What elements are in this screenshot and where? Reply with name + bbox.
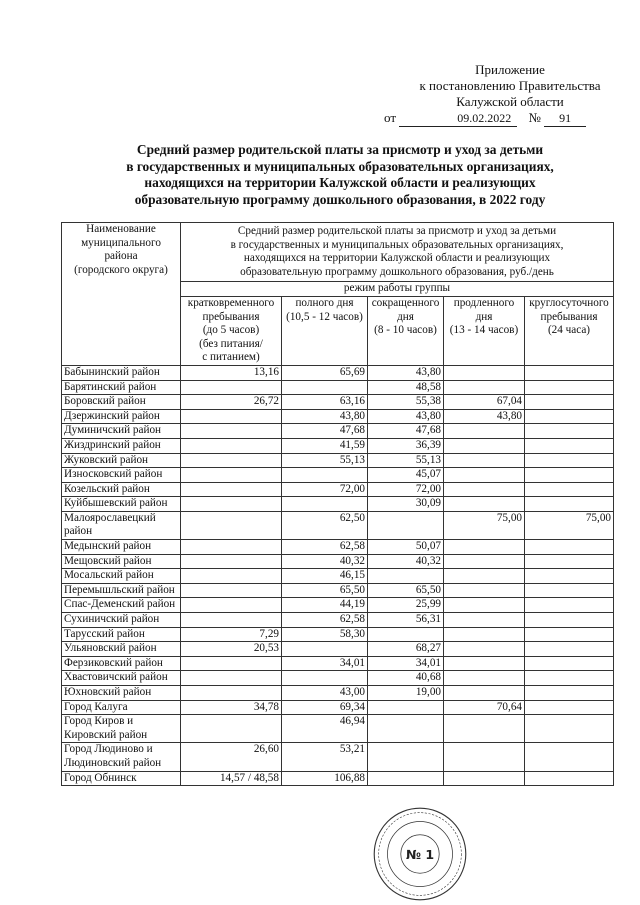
fee-cell [368, 700, 444, 715]
header-line: пребывания [540, 310, 598, 323]
table-row [62, 598, 614, 613]
fee-cell: 7,29 [181, 627, 282, 642]
district-name: Медынский район [62, 540, 181, 555]
title-line: Средний размер родительской платы за присмотр и уход за детьми [136, 142, 544, 157]
fee-cell [444, 715, 525, 743]
document-title [60, 142, 620, 208]
title-line: образовательную программу дошкольного образования, в 2022 году [134, 191, 546, 207]
fee-cell [525, 627, 614, 642]
fee-cell: 25,99 [368, 598, 444, 613]
fee-cell [181, 380, 282, 395]
fee-cell [525, 438, 614, 453]
fee-cell [525, 686, 614, 701]
fee-cell [181, 569, 282, 584]
fee-cell [444, 642, 525, 657]
fee-cell: 46,94 [282, 715, 368, 743]
table-row [62, 656, 614, 671]
fee-cell [525, 540, 614, 555]
table-row [62, 627, 614, 642]
header-line: в государственных и муниципальных образовательных организациях, [230, 238, 564, 251]
fee-cell: 68,27 [368, 642, 444, 657]
fee-cell [444, 482, 525, 497]
fee-cell: 58,30 [282, 627, 368, 642]
fee-cell [181, 497, 282, 512]
fee-cell [525, 380, 614, 395]
table-row [62, 424, 614, 439]
header-line: (городского округа) [74, 263, 168, 276]
fee-cell: 43,00 [282, 686, 368, 701]
header-line: пребывания [202, 310, 260, 323]
fee-cell: 63,16 [282, 395, 368, 410]
fee-cell [444, 771, 525, 786]
district-name: Думиничский район [62, 424, 181, 439]
table-row [62, 453, 614, 468]
fee-cell [444, 686, 525, 701]
header-line: полного дня [295, 296, 354, 309]
fee-cell: 44,19 [282, 598, 368, 613]
header-line: с питанием) [202, 351, 260, 364]
fee-cell [444, 380, 525, 395]
fee-cell: 20,53 [181, 642, 282, 657]
fee-cell [525, 365, 614, 380]
district-name: Ульяновский район [62, 642, 181, 657]
header-line: дня [397, 310, 414, 323]
district-name: Износковский район [62, 468, 181, 483]
from-label: от [384, 110, 397, 125]
district-name: Жуковский район [62, 453, 181, 468]
fee-cell [444, 540, 525, 555]
header-line: дня [475, 310, 493, 323]
fee-cell [368, 511, 444, 539]
header-line: сокращенного [371, 296, 440, 309]
fee-cell [181, 715, 282, 743]
fee-cell: 26,60 [181, 743, 282, 771]
decree-date-number [384, 110, 586, 127]
table-row [62, 743, 614, 771]
district-name: Боровский район [62, 395, 181, 410]
fee-cell: 72,00 [282, 482, 368, 497]
fee-cell [282, 671, 368, 686]
appendix-decree: к постановлению Правительства [419, 78, 601, 93]
fee-cell: 62,58 [282, 613, 368, 628]
fee-cell [525, 715, 614, 743]
table-row [62, 468, 614, 483]
fee-cell [444, 554, 525, 569]
fee-cell [181, 409, 282, 424]
district-name: Город Киров и Кировский район [62, 715, 181, 743]
col-header-3 [368, 296, 444, 365]
header-line: продленного [453, 296, 515, 309]
fee-cell [525, 613, 614, 628]
fee-cell [525, 482, 614, 497]
fee-cell [525, 468, 614, 483]
fee-cell [282, 497, 368, 512]
district-name: Город Калуга [62, 700, 181, 715]
fee-cell: 55,38 [368, 395, 444, 410]
district-name: Тарусский район [62, 627, 181, 642]
fee-cell: 43,80 [368, 365, 444, 380]
appendix-label: Приложение [475, 62, 545, 77]
official-seal [372, 806, 468, 902]
seal-number: № 1 [405, 847, 435, 863]
district-name: Дзержинский район [62, 409, 181, 424]
fee-cell [525, 395, 614, 410]
fee-cell [444, 569, 525, 584]
fee-cell: 43,80 [368, 409, 444, 424]
fee-cell [181, 482, 282, 497]
table-row [62, 395, 614, 410]
fee-cell: 62,50 [282, 511, 368, 539]
fee-cell [368, 569, 444, 584]
decree-number: 91 [544, 111, 586, 127]
fee-cell [525, 453, 614, 468]
title-line: находящихся на территории Калужской области и реализующих [144, 175, 536, 190]
fee-cell [525, 743, 614, 771]
district-name: Юхновский район [62, 686, 181, 701]
header-line: Средний размер родительской платы за присмотр и уход за детьми [237, 225, 557, 237]
table-row [62, 380, 614, 395]
table-row [62, 583, 614, 598]
fee-cell [444, 438, 525, 453]
district-name: Спас-Деменский район [62, 598, 181, 613]
fee-cell: 19,00 [368, 686, 444, 701]
district-name: Хвастовичский район [62, 671, 181, 686]
district-name: Барятинский район [62, 380, 181, 395]
header-line: (24 часа) [547, 324, 591, 337]
header-line: (до 5 часов) [202, 324, 260, 337]
fee-cell [525, 642, 614, 657]
fee-cell: 13,16 [181, 365, 282, 380]
fee-cell [181, 453, 282, 468]
fee-cell: 75,00 [444, 511, 525, 539]
district-name: Сухиничский район [62, 613, 181, 628]
header-line: кратковременного [187, 296, 275, 309]
fee-cell: 65,50 [282, 583, 368, 598]
header-line: образовательную программу дошкольного образования, руб./день [240, 265, 554, 278]
table-row [62, 771, 614, 786]
fee-cell [444, 671, 525, 686]
col-header-1 [181, 296, 282, 365]
col-header-5 [525, 296, 614, 365]
fee-cell [525, 583, 614, 598]
district-name: Город Обнинск [62, 771, 181, 786]
table-row [62, 497, 614, 512]
fee-cell [525, 700, 614, 715]
col-header-2 [282, 296, 368, 365]
number-label: № [528, 110, 541, 125]
fee-cell [444, 583, 525, 598]
appendix-block [400, 62, 620, 110]
fee-cell: 67,04 [444, 395, 525, 410]
district-name: Бабынинский район [62, 365, 181, 380]
fee-cell [525, 424, 614, 439]
fee-cell [444, 598, 525, 613]
fee-cell: 34,01 [282, 656, 368, 671]
district-name: Мосальский район [62, 569, 181, 584]
fee-cell: 41,59 [282, 438, 368, 453]
fee-cell [525, 656, 614, 671]
fee-cell: 50,07 [368, 540, 444, 555]
fee-cell: 48,58 [368, 380, 444, 395]
fee-cell: 40,32 [368, 554, 444, 569]
fee-cell: 55,13 [282, 453, 368, 468]
table-row [62, 554, 614, 569]
fee-cell: 56,31 [368, 613, 444, 628]
header-line: Наименование [86, 223, 156, 235]
fee-cell: 46,15 [282, 569, 368, 584]
fee-cell [444, 656, 525, 671]
header-line: (без питания/ [199, 337, 263, 350]
fee-cell: 43,80 [282, 409, 368, 424]
fee-cell: 45,07 [368, 468, 444, 483]
fee-cell: 26,72 [181, 395, 282, 410]
table-row [62, 671, 614, 686]
fee-cell [444, 627, 525, 642]
fee-cell: 55,13 [368, 453, 444, 468]
district-name: Ферзиковский район [62, 656, 181, 671]
fee-cell: 65,50 [368, 583, 444, 598]
fee-cell [282, 380, 368, 395]
mode-header: режим работы группы [181, 282, 614, 297]
fee-cell [368, 771, 444, 786]
district-name: Перемышльский район [62, 583, 181, 598]
fee-cell [181, 424, 282, 439]
fee-cell: 70,64 [444, 700, 525, 715]
fee-cell: 72,00 [368, 482, 444, 497]
fee-cell [444, 365, 525, 380]
table-row [62, 511, 614, 539]
group-header [181, 223, 614, 282]
fee-cell [444, 424, 525, 439]
fee-cell [181, 468, 282, 483]
fee-cell [525, 598, 614, 613]
table-row [62, 540, 614, 555]
fee-cell [525, 671, 614, 686]
fee-cell [444, 497, 525, 512]
fee-cell [444, 453, 525, 468]
table-row [62, 613, 614, 628]
district-name: Жиздринский район [62, 438, 181, 453]
district-name: Город Людиново и Людиновский район [62, 743, 181, 771]
fee-cell [368, 743, 444, 771]
fee-cell [525, 569, 614, 584]
fee-cell [525, 771, 614, 786]
fee-cell: 47,68 [368, 424, 444, 439]
table-row [62, 715, 614, 743]
fee-cell [282, 468, 368, 483]
district-name: Куйбышевский район [62, 497, 181, 512]
header-line: (8 - 10 часов) [374, 324, 437, 337]
appendix-region: Калужской области [456, 94, 564, 109]
fee-cell: 65,69 [282, 365, 368, 380]
fee-cell [444, 743, 525, 771]
fee-cell: 34,01 [368, 656, 444, 671]
fee-cell [444, 468, 525, 483]
fee-cell [181, 554, 282, 569]
header-line: круглосуточного [529, 296, 609, 309]
fee-cell [525, 497, 614, 512]
header-line: (13 - 14 часов) [449, 324, 519, 337]
fee-cell: 36,39 [368, 438, 444, 453]
fee-cell: 30,09 [368, 497, 444, 512]
table-row [62, 569, 614, 584]
district-name: Козельский район [62, 482, 181, 497]
fee-cell: 62,58 [282, 540, 368, 555]
table-row [62, 642, 614, 657]
table-row [62, 686, 614, 701]
fee-cell [525, 409, 614, 424]
fee-cell [181, 583, 282, 598]
table-row [62, 438, 614, 453]
decree-date: 09.02.2022 [399, 111, 517, 127]
fee-cell [368, 627, 444, 642]
fee-cell [181, 671, 282, 686]
fee-table [61, 222, 614, 786]
fee-cell [368, 715, 444, 743]
district-name: Мещовский район [62, 554, 181, 569]
fee-cell: 34,78 [181, 700, 282, 715]
table-row [62, 700, 614, 715]
fee-cell [181, 438, 282, 453]
fee-cell [181, 540, 282, 555]
fee-cell: 53,21 [282, 743, 368, 771]
fee-cell: 47,68 [282, 424, 368, 439]
fee-cell [525, 554, 614, 569]
title-line: в государственных и муниципальных образовательных организациях, [126, 158, 554, 174]
header-line: района [104, 250, 138, 263]
table-row [62, 409, 614, 424]
col-header-4 [444, 296, 525, 365]
header-line: муниципального [81, 236, 161, 249]
fee-cell [444, 613, 525, 628]
district-name: Малоярославецкий район [62, 511, 181, 539]
fee-cell [181, 613, 282, 628]
fee-cell: 40,68 [368, 671, 444, 686]
fee-cell [282, 642, 368, 657]
fee-cell: 14,57 / 48,58 [181, 771, 282, 786]
header-line: (10,5 - 12 часов) [286, 310, 363, 323]
fee-cell [181, 656, 282, 671]
fee-cell: 69,34 [282, 700, 368, 715]
fee-cell [181, 598, 282, 613]
fee-cell: 75,00 [525, 511, 614, 539]
fee-cell [181, 511, 282, 539]
fee-cell [181, 686, 282, 701]
header-line: находящихся на территории Калужской области и реализующих [243, 252, 551, 265]
fee-cell: 40,32 [282, 554, 368, 569]
fee-cell: 43,80 [444, 409, 525, 424]
fee-cell: 106,88 [282, 771, 368, 786]
col-header-name [62, 223, 181, 366]
table-row [62, 365, 614, 380]
table-row [62, 482, 614, 497]
